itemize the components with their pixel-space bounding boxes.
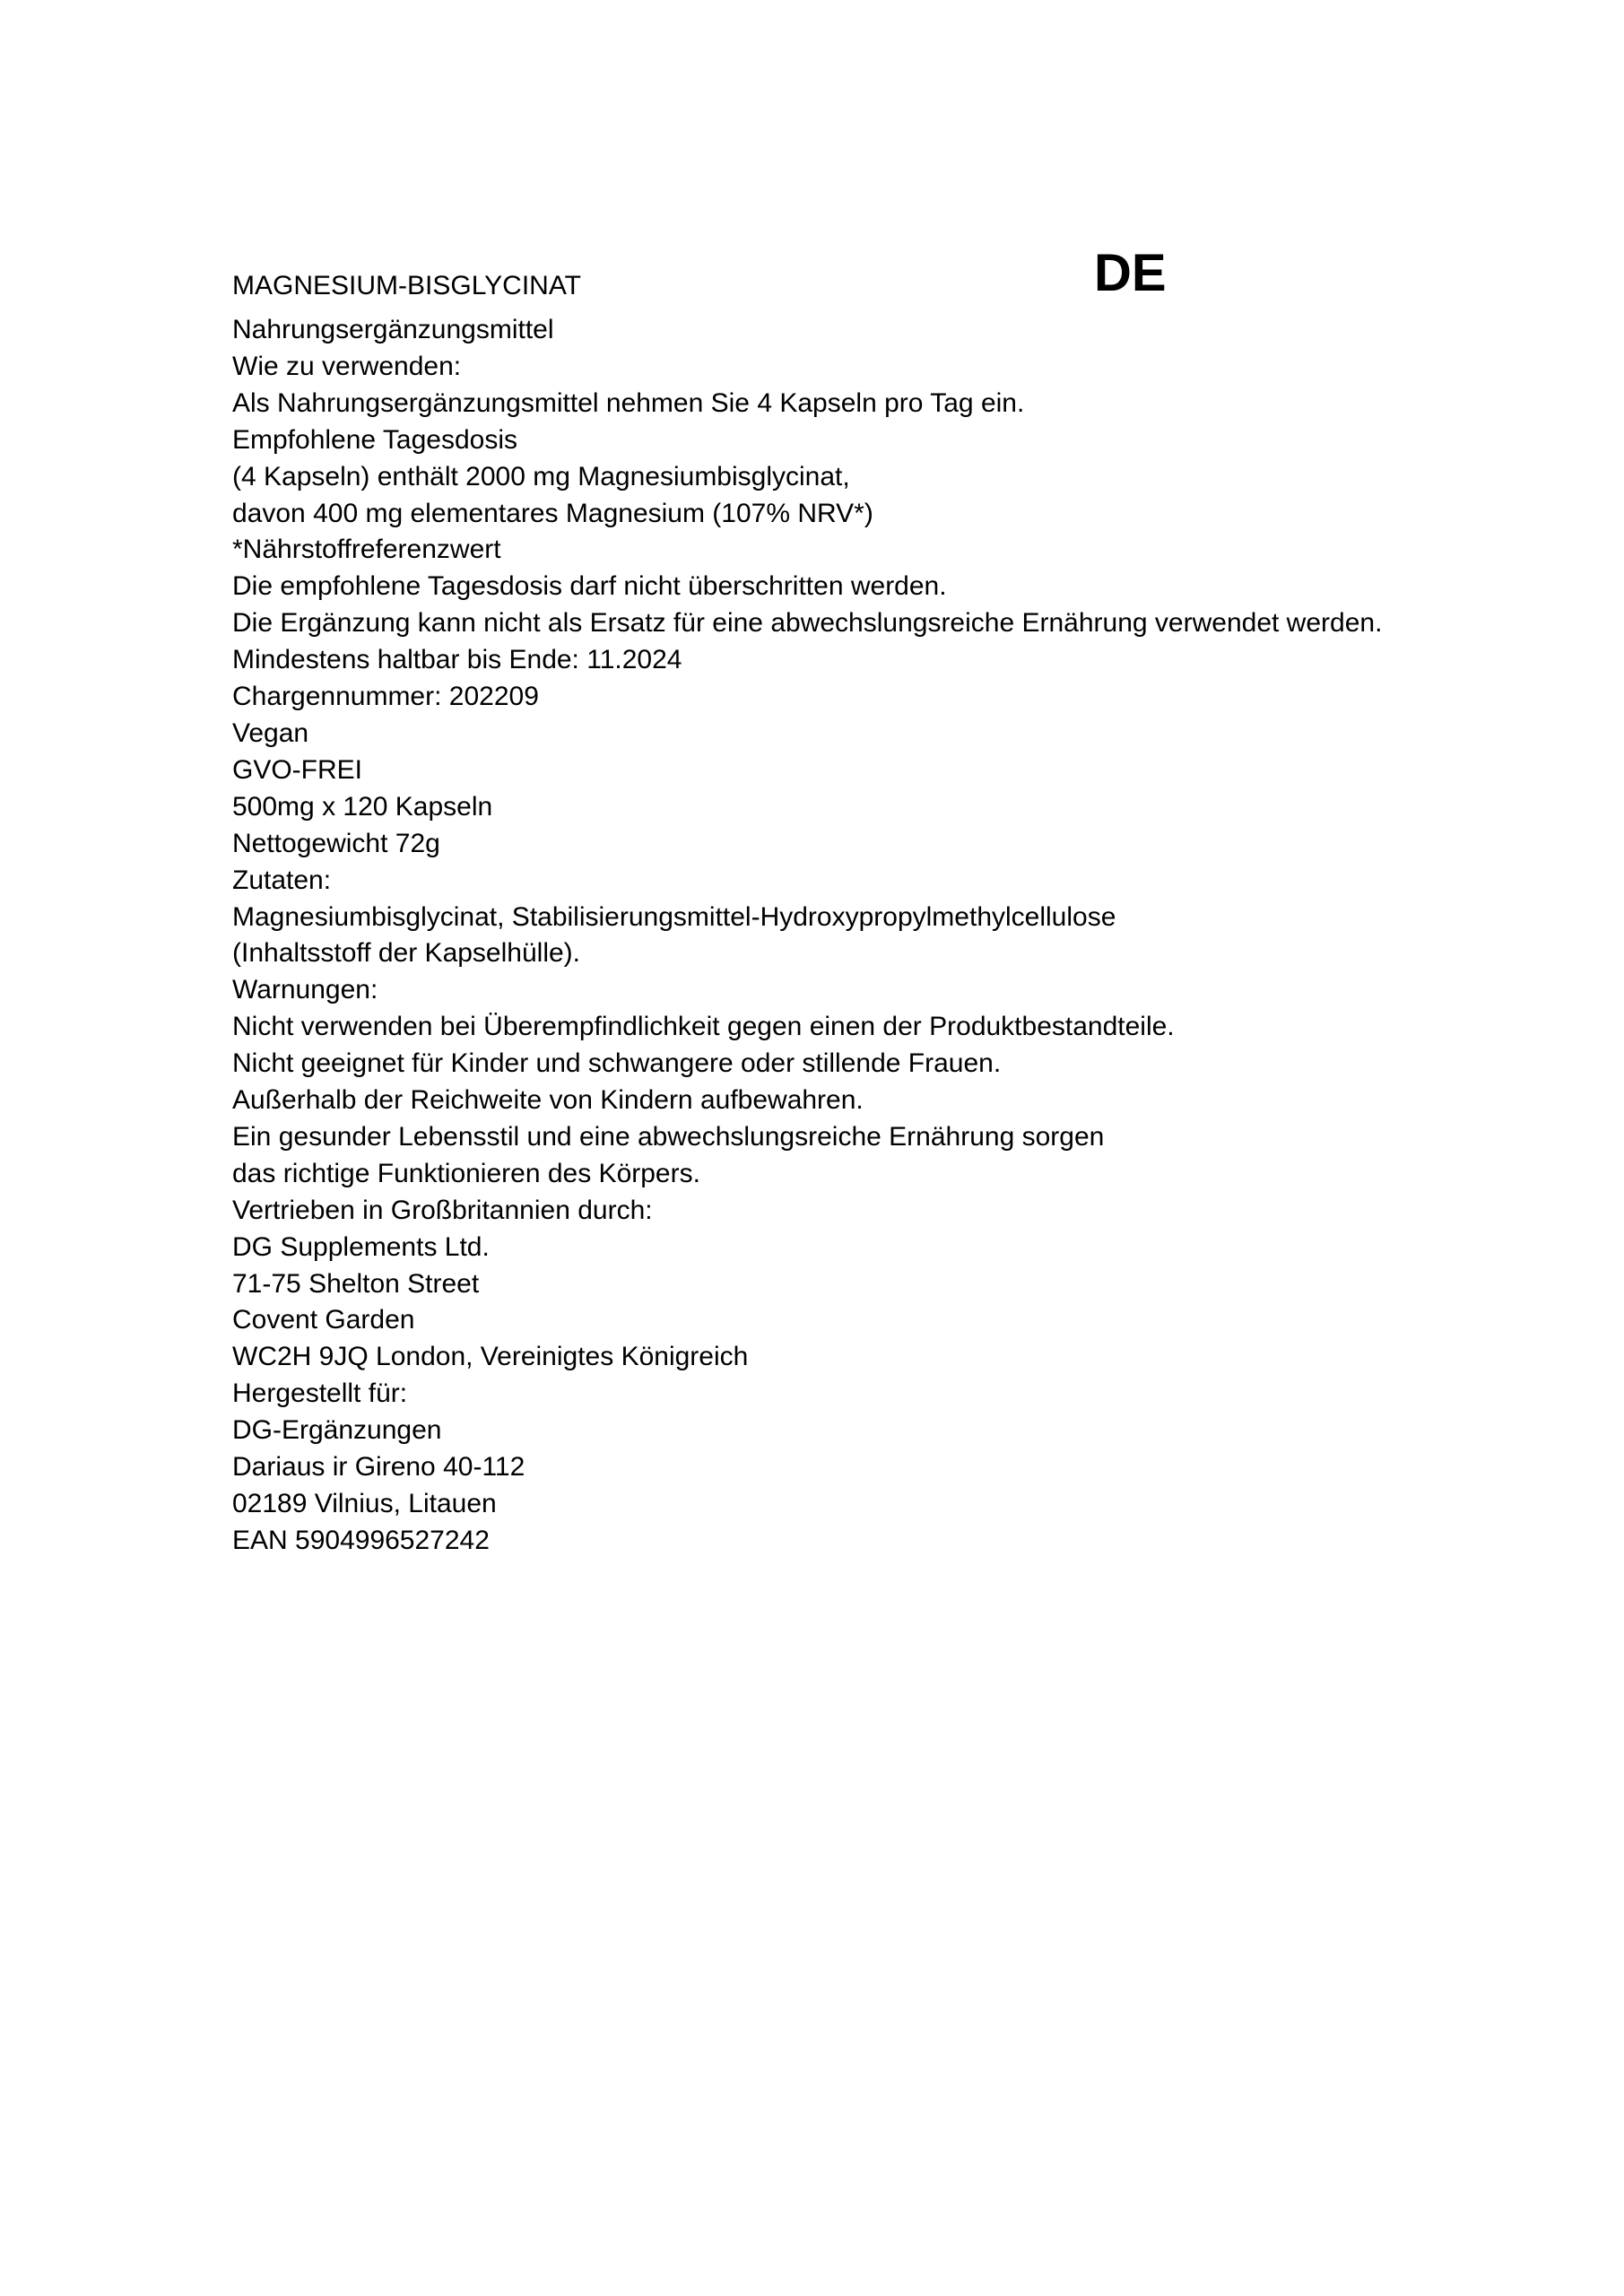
text-line-capsule-count: 500mg x 120 Kapseln <box>232 791 493 822</box>
text-line-warnings-heading: Warnungen: <box>232 975 378 1005</box>
text-line-daily-dose-content: (4 Kapseln) enthält 2000 mg Magnesiumbisglycinat, <box>232 461 850 491</box>
text-line-best-before: Mindestens haltbar bis Ende: 11.2024 <box>232 645 682 675</box>
text-line-net-weight: Nettogewicht 72g <box>232 828 440 858</box>
text-line-distributor-city: WC2H 9JQ London, Vereinigtes Königreich <box>232 1342 749 1372</box>
text-line-diet-disclaimer: Die Ergänzung kann nicht als Ersatz für eine abwechslungsreiche Ernährung verwendet werden. <box>232 608 1383 639</box>
text-line-distributor-district: Covent Garden <box>232 1305 415 1335</box>
text-line-distributor-name: DG Supplements Ltd. <box>232 1231 490 1262</box>
text-line-manufacturer-city: 02189 Vilnius, Litauen <box>232 1489 497 1518</box>
language-tag: DE <box>1094 244 1167 302</box>
text-line-lifestyle-2: das richtige Funktionieren des Körpers. <box>232 1158 700 1188</box>
product-title: MAGNESIUM-BISGLYCINAT <box>232 271 581 300</box>
text-line-ingredients: Magnesiumbisglycinat, Stabilisierungsmittel-Hydroxypropylmethylcellulose <box>232 901 1116 932</box>
text-line-ean: EAN 5904996527242 <box>232 1525 490 1555</box>
text-line-usage-heading: Wie zu verwenden: <box>232 351 462 381</box>
text-line-warning-storage: Außerhalb der Reichweite von Kindern aufbewahren. <box>232 1085 864 1116</box>
text-line-elemental-magnesium: davon 400 mg elementares Magnesium (107% NRV*) <box>232 498 873 528</box>
text-line-daily-dose-heading: Empfohlene Tagesdosis <box>232 424 517 455</box>
text-line-distributor-heading: Vertrieben in Großbritannien durch: <box>232 1195 653 1225</box>
text-line-batch-number: Chargennummer: 202209 <box>232 682 539 712</box>
text-line-warning-allergy: Nicht verwenden bei Überempfindlichkeit gegen einen der Produktbestandteile. <box>232 1012 1175 1042</box>
text-line-manufacturer-name: DG-Ergänzungen <box>232 1415 442 1446</box>
label-text-lines <box>232 312 1382 1560</box>
text-line-manufacturer-street: Dariaus ir Gireno 40-112 <box>232 1452 525 1483</box>
text-line-nrv-footnote: *Nährstoffreferenzwert <box>232 535 501 565</box>
text-line-ingredients-heading: Zutaten: <box>232 865 332 895</box>
text-line-warning-children: Nicht geeignet für Kinder und schwangere oder stillende Frauen. <box>232 1048 1002 1079</box>
text-line-vegan: Vegan <box>232 718 309 748</box>
text-line-usage-instruction: Als Nahrungsergänzungsmittel nehmen Sie 4 Kapseln pro Tag ein. <box>232 387 1025 418</box>
text-line-gmo-free: GVO-FREI <box>232 754 363 785</box>
text-line-lifestyle-1: Ein gesunder Lebensstil und eine abwechslungsreiche Ernährung sorgen <box>232 1121 1105 1152</box>
text-line-ingredients-note: (Inhaltsstoff der Kapselhülle). <box>232 938 580 969</box>
text-line-distributor-street: 71-75 Shelton Street <box>232 1268 480 1299</box>
text-line-category: Nahrungsergänzungsmittel <box>232 315 554 344</box>
text-line-dose-warning: Die empfohlene Tagesdosis darf nicht überschritten werden. <box>232 571 947 602</box>
text-line-manufacturer-heading: Hergestellt für: <box>232 1378 408 1409</box>
